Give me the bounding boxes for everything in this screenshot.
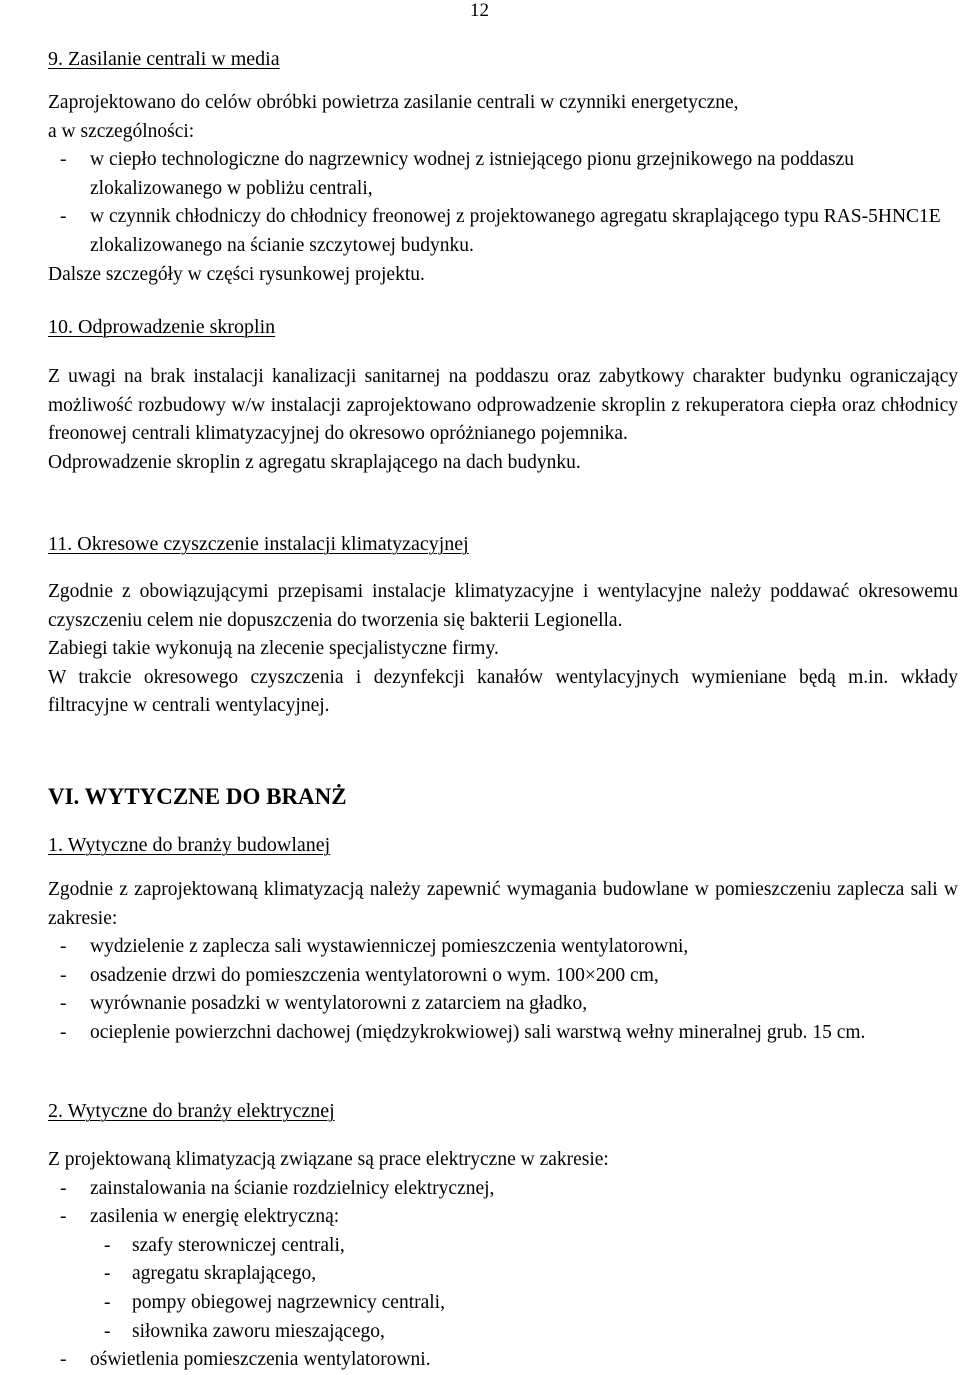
list-item: - wyrównanie posadzki w wentylatorowni z zatarciem na gładko, (60, 993, 588, 1015)
list-item-text: w czynnik chłodniczy do chłodnicy freonowej z projektowanego agregatu skraplającego typu RAS-5HNC1E zlokalizowanego na ścianie szczytowej budynku. (90, 206, 941, 256)
list-item-text: osadzenie drzwi do pomieszczenia wentylatorowni o wym. 100×200 cm, (90, 964, 659, 986)
list-item-text: wyrównanie posadzki w wentylatorowni z zatarciem na gładko, (90, 993, 588, 1015)
section-10-heading (48, 314, 275, 340)
section-9-title: 9. Zasilanie centrali w media (48, 48, 280, 70)
chapter-6-title: VI. WYTYCZNE DO BRANŻ (48, 784, 347, 809)
section-11-paragraph-1: Zgodnie z obowiązującymi przepisami instalacje klimatyzacyjne i wentylacyjne należy poddawać okresowemu czyszczeniu celem nie dopuszczenia do tworzenia się bakterii Legionella. (48, 581, 958, 631)
section-11-body (48, 578, 958, 721)
section-11-paragraph-3: W trakcie okresowego czyszczenia i dezynfekcji kanałów wentylacyjnych wymieniane będą m.in. wkłady filtracyjne w centrali wentylacyjnej. (48, 666, 958, 717)
list-item: - oświetlenia pomieszczenia wentylatorowni. (60, 1349, 431, 1371)
section-9-body (48, 89, 958, 289)
sub-list-item: - szafy sterowniczej centrali, (104, 1234, 345, 1256)
section-9-intro-line2: a w szczególności: (48, 120, 195, 142)
sub-list-item-text: siłownika zaworu mieszającego, (132, 1320, 385, 1342)
section-9-note: Dalsze szczegóły w części rysunkowej projektu. (48, 263, 425, 285)
list-item: - w ciepło technologiczne do nagrzewnicy wodnej z istniejącego pionu grzejnikowego na poddaszu zlokalizowanego w pobliżu centrali, (60, 149, 855, 199)
subsection-1-list (48, 933, 958, 1047)
list-item-text: ocieplenie powierzchni dachowej (międzykrokwiowej) sali warstwą wełny mineralnej grub. 15 cm. (90, 1021, 866, 1043)
list-item: - zainstalowania na ścianie rozdzielnicy elektrycznej, (60, 1177, 495, 1199)
section-9-intro-line1: Zaprojektowano do celów obróbki powietrza zasilanie centrali w czynniki energetyczne, (48, 92, 739, 113)
sub-list-item-text: agregatu skraplającego, (132, 1263, 317, 1285)
list-item-text: oświetlenia pomieszczenia wentylatorowni. (90, 1349, 431, 1371)
list-item-text: zainstalowania na ścianie rozdzielnicy elektrycznej, (90, 1177, 495, 1199)
subsection-2-sublist (48, 1232, 958, 1346)
list-item: - zasilenia w energię elektryczną: (60, 1206, 340, 1228)
subsection-1-intro: Zgodnie z zaprojektowaną klimatyzacją należy zapewnić wymagania budowlane w pomieszczeniu zaplecza sali w zakresie: (48, 879, 958, 929)
subsection-2-intro: Z projektowaną klimatyzacją związane są prace elektryczne w zakresie: (48, 1149, 609, 1170)
section-11-paragraph-2: Zabiegi takie wykonują na zlecenie specjalistyczne firmy. (48, 638, 499, 660)
subsection-2-list-end (48, 1346, 958, 1375)
subsection-2-title: 2. Wytyczne do branży elektrycznej (48, 1100, 335, 1122)
list-item: - wydzielenie z zaplecza sali wystawienniczej pomieszczenia wentylatorowni, (60, 936, 689, 958)
list-item-text: w ciepło technologiczne do nagrzewnicy wodnej z istniejącego pionu grzejnikowego na poddaszu zlokalizowanego w pobliżu centrali, (90, 149, 855, 199)
list-item: - osadzenie drzwi do pomieszczenia wentylatorowni o wym. 100×200 cm, (60, 964, 659, 986)
subsection-2-list (48, 1175, 958, 1232)
section-10-paragraph-2: Odprowadzenie skroplin z agregatu skraplającego na dach budynku. (48, 451, 581, 473)
subsection-2-heading (48, 1098, 335, 1124)
page-number: 12 (470, 0, 489, 21)
list-item-text: zasilenia w energię elektryczną: (90, 1206, 340, 1228)
subsection-1-heading (48, 832, 330, 858)
sub-list-item: - pompy obiegowej nagrzewnicy centrali, (104, 1291, 445, 1313)
subsection-2-body (48, 1146, 958, 1375)
section-9-list (48, 146, 958, 260)
sub-list-item: - siłownika zaworu mieszającego, (104, 1320, 385, 1342)
sub-list-item: - agregatu skraplającego, (104, 1263, 317, 1285)
section-9-heading (48, 46, 280, 72)
list-item: - ocieplenie powierzchni dachowej (międzykrokwiowej) sali warstwą wełny mineralnej grub. 15 cm. (48, 1019, 958, 1048)
list-item: - w czynnik chłodniczy do chłodnicy freonowej z projektowanego agregatu skraplającego typu RAS-5HNC1E zlokalizowanego na ścianie szczytowej budynku. (60, 206, 941, 256)
section-10-title: 10. Odprowadzenie skroplin (48, 316, 276, 338)
section-11-title: 11. Okresowe czyszczenie instalacji klimatyzacyjnej (48, 533, 469, 555)
section-11-heading (48, 531, 469, 557)
subsection-1-title: 1. Wytyczne do branży budowlanej (48, 834, 331, 856)
section-10-paragraph-1: Z uwagi na brak instalacji kanalizacji sanitarnej na poddaszu oraz zabytkowy charakter budynku ograniczający możliwość rozbudowy w/w instalacji zaprojektowano odprowadzenie skroplin z rekuperatora ciepła oraz chłodnicy freonowej centrali klimatyzacyjnej do okresowo opróżnianego pojemnika. (48, 366, 958, 445)
sub-list-item-text: pompy obiegowej nagrzewnicy centrali, (132, 1291, 445, 1313)
sub-list-item-text: szafy sterowniczej centrali, (132, 1234, 345, 1256)
list-item-text: wydzielenie z zaplecza sali wystawienniczej pomieszczenia wentylatorowni, (90, 936, 689, 958)
subsection-1-body (48, 876, 958, 1048)
section-10-body (48, 363, 958, 477)
